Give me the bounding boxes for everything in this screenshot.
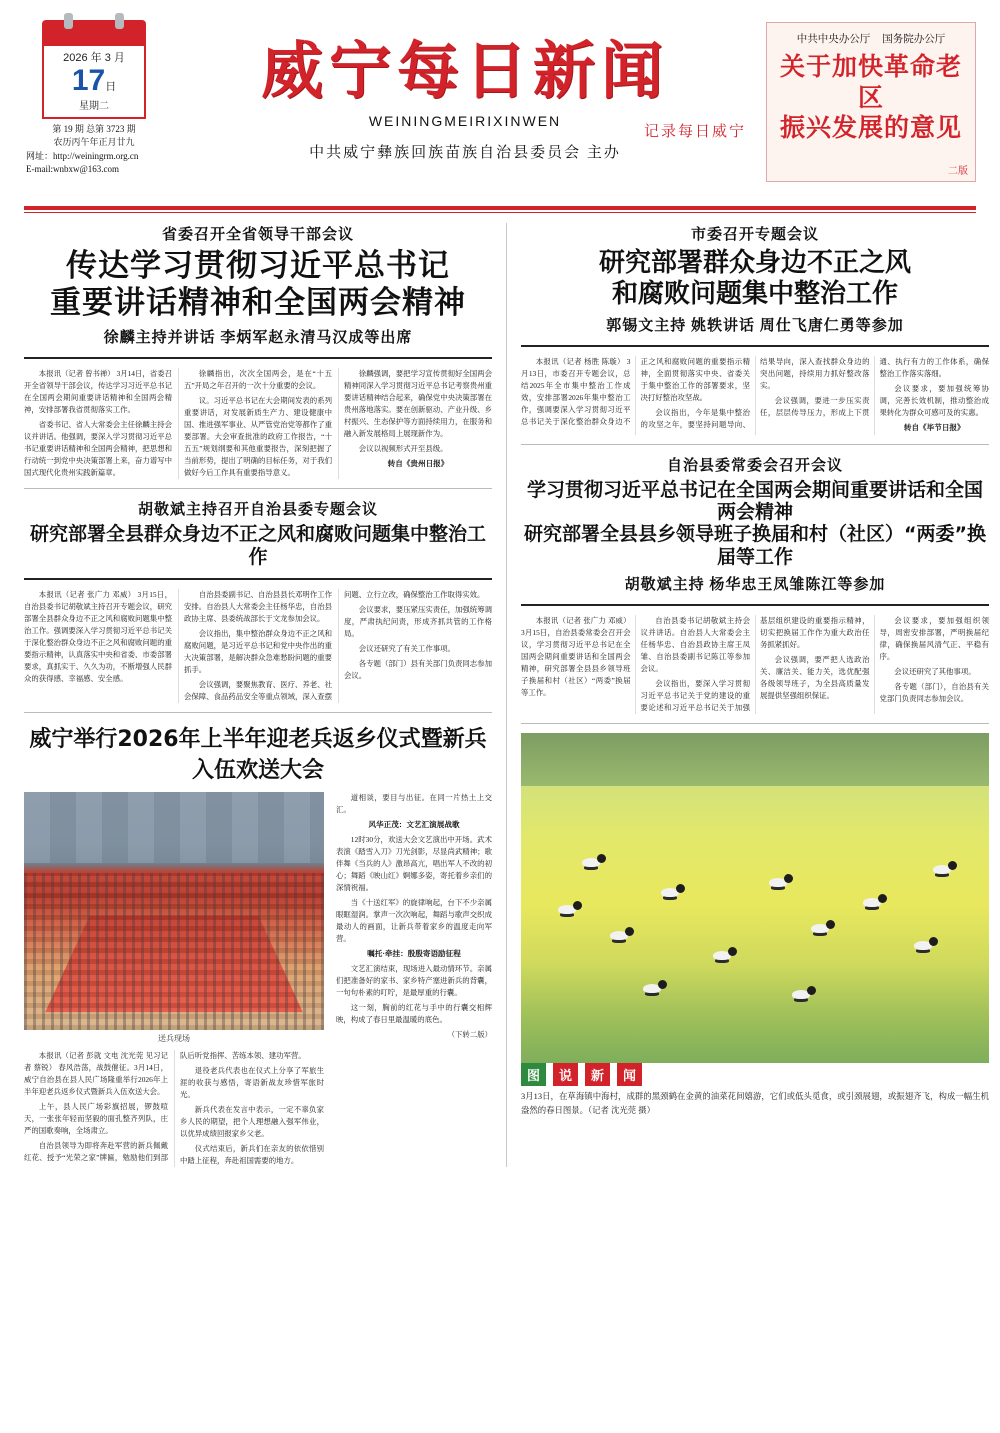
a5-m4: 嘱托·牵挂：殷殷寄语励征程 bbox=[367, 948, 461, 958]
website-url[interactable]: 网址：http://weiningrm.org.cn bbox=[26, 150, 139, 161]
a2-p1: 会议指出，今年是集中整治的攻坚之年，要坚持问题导向、结果导向，深入查找群众身边的突出问题，持续用力抓好整改落实。 bbox=[640, 357, 870, 430]
photo-news-tag bbox=[521, 1063, 989, 1086]
a5-body-right bbox=[336, 792, 492, 1167]
a5-p2: 自治县领导为即将奔赴军营的新兵佩戴红花、授予“光荣之家”牌匾，勉励他们到部队后听党指挥、苦练本领、建功军营。 bbox=[24, 1050, 306, 1162]
a3-p3: 会议强调，要聚焦教育、医疗、养老、社会保障、食品药品安全等重点领域，深入查摆问题、立行立改，确保整治工作取得实效。 bbox=[184, 589, 485, 701]
a1-subhead: 徐麟主持并讲话 李炳军赵永清马汉成等出席 bbox=[103, 330, 413, 347]
content-grid bbox=[24, 223, 989, 1167]
promo-line-1: 关于加快革命老区 bbox=[779, 52, 962, 112]
a1-p2: 徐麟指出，次次全国两会，是在“十五五”开局之年召开的一次十分重要的会议。 bbox=[184, 369, 332, 391]
black-necked-crane-photo bbox=[521, 733, 989, 1063]
a3-body bbox=[24, 589, 492, 703]
a4-p3: 会议强调，要严把人选政治关、廉洁关、能力关，选优配强各级领导班子，为全县高质量发展提供坚强组织保证。 bbox=[760, 655, 870, 701]
a1-source: 转自《贵州日报》 bbox=[387, 459, 449, 469]
a1-p3: 议。习近平总书记在大会期间发表的系列重要讲话，对发展新质生产力、建设健康中国、推进强军事业、从严管党治党等都作了重要部署。大会审查批准的政府工作报告，“十五五”规划纲要和其他重要报告，深刻把握了当前形势，提出了明确的目标任务，对于我们做好今后工作具有重要指导意义。 bbox=[184, 396, 332, 478]
a1-p0: 本报讯（记者 曾书禅） 3月14日，省委召开全省领导干部会议，传达学习习近平总书记在全国两会期间重要讲话精神和全国两会精神，安排部署我省贯彻落实工作。 bbox=[24, 369, 172, 415]
photo-news-tag-char-1: 说 bbox=[553, 1063, 578, 1086]
a1-body bbox=[24, 368, 492, 479]
a5-p3: 退役老兵代表也在仪式上分享了军旅生涯的收获与感悟，寄语新战友珍惜军旅时光。 bbox=[180, 1065, 324, 1099]
calendar-day-unit: 日 bbox=[105, 81, 117, 93]
paper-slogan: 记录每日威宁 bbox=[643, 124, 746, 140]
calendar-day: 17 bbox=[71, 64, 106, 97]
calendar-block bbox=[24, 16, 164, 177]
a3-p1: 自治县委副书记、自治县县长邓明作工作安排。自治县人大常委会主任杨华忠，自治县政协主席、县委统战部长于文龙参加会议。 bbox=[184, 589, 332, 623]
a4-subhead: 胡敬斌主持 杨华忠王凤雏陈江等参加 bbox=[624, 577, 886, 594]
left-column bbox=[24, 223, 492, 1167]
column-divider bbox=[506, 223, 507, 1167]
a5-p4: 新兵代表在发言中表示，一定不辜负家乡人民的期望，把个人理想融入强军伟业，以优异成绩回报家乡父老。 bbox=[180, 1104, 324, 1138]
sendoff-photo-caption: 送兵现场 bbox=[158, 1033, 190, 1043]
a2-kicker: 市委召开专题会议 bbox=[690, 227, 819, 243]
photo-news-tag-char-3: 闻 bbox=[617, 1063, 642, 1086]
promo-line-2: 振兴发展的意见 bbox=[779, 113, 962, 142]
masthead-divider-thin bbox=[24, 212, 976, 213]
a5-m0: 道相谈，要目与出征。在同一片热土上交汇。 bbox=[336, 792, 492, 814]
a4-p1: 自治县委书记胡敬斌主持会议并讲话。自治县人大常委会主任杨华忠、自治县政协主席王凤雏、自治县委副书记陈江等参加会议。 bbox=[640, 616, 750, 674]
sendoff-photo bbox=[24, 792, 324, 1030]
article-province-meeting bbox=[24, 223, 492, 479]
a4-body bbox=[521, 615, 989, 714]
a4-p5: 会议还研究了其他事项。 bbox=[894, 667, 976, 677]
photo-news-tag-char-2: 新 bbox=[585, 1063, 610, 1086]
a4-p6: 各专题（部门），自治县有关党部门负责同志参加会议。 bbox=[879, 682, 989, 704]
a5-m2: 12时30分，欢送大会文艺演出中开场。武术表演《踏雪入刀》刀光剑影，尽显尚武精神；歌伴舞《当兵的人》激昂高亢，唱出军人不改的初心；舞蹈《映山红》婀娜多姿，寄托着乡亲们的深情祝福。 bbox=[336, 835, 492, 892]
a3-p2: 会议指出，集中整治群众身边不正之风和腐败问题，是习近平总书记和党中央作出的重大决策部署，是解决群众急难愁盼问题的重要抓手。 bbox=[184, 628, 332, 674]
paper-pinyin: WEININGMEIRIXINWEN bbox=[368, 113, 562, 130]
a4-p2: 会议指出，要深入学习贯彻习近平总书记关于党的建设的重要论述和习近平总书记关于加强基层组织建设的重要指示精神，切实把换届工作作为重大政治任务抓紧抓好。 bbox=[640, 616, 870, 713]
a2-source: 转自《毕节日报》 bbox=[903, 423, 965, 433]
a3-p6: 各专题（部门）县有关部门负责同志参加会议。 bbox=[344, 658, 492, 680]
a1-headline-line2: 重要讲话精神和全国两会精神 bbox=[50, 284, 466, 321]
a3-kicker: 胡敬斌主持召开自治县委专题会议 bbox=[137, 502, 378, 519]
paper-sponsor: 中共威宁彝族回族苗族自治县委员会 主办 bbox=[309, 145, 621, 162]
a1-p5: 会议以视频形式开至县级。 bbox=[358, 444, 448, 454]
article-standing-committee bbox=[521, 454, 989, 715]
a3-headline: 研究部署全县群众身边不正之风和腐败问题集中整治工作 bbox=[29, 523, 486, 568]
a5-headline: 威宁举行2026年上半年迎老兵返乡仪式暨新兵入伍欢送大会 bbox=[29, 726, 487, 783]
a2-p2: 会议强调，要进一步压实责任，层层传导压力，形成上下贯通、执行有力的工作体系，确保整治工作落实落细。 bbox=[760, 357, 989, 418]
a5-p1: 上午，县人民广场彩旗招展，锣鼓喧天，一张张年轻而坚毅的面孔整齐列队，庄严的国歌奏响，全场肃立。 bbox=[24, 1101, 168, 1135]
calendar-year-month: 2026 年 3 月 bbox=[63, 52, 125, 64]
issue-number: 第 19 期 总第 3723 期 bbox=[52, 123, 136, 134]
photo-news-tag-char-0: 图 bbox=[521, 1063, 546, 1086]
a2-subhead: 郭锡文主持 姚轶讲话 周仕飞唐仁勇等参加 bbox=[606, 318, 904, 335]
a3-p5: 会议还研究了有关工作事项。 bbox=[358, 643, 455, 653]
article-county-meeting bbox=[24, 498, 492, 703]
paper-title: 威宁每日新闻 bbox=[260, 34, 669, 107]
promo-org-right: 国务院办公厅 bbox=[882, 34, 946, 45]
right-column bbox=[521, 223, 989, 1167]
a2-p0: 本报讯（记者 杨胜 陈璇） 3月13日，市委召开专题会议，总结2025年全市集中整治工作成效，安排部署2026年集中整治工作，强调要深入学习贯彻习近平总书记关于深化整治群众身边不正之风和腐败问题的重要指示精神，全面贯彻落实中央、省委关于集中整治工作的部署要求，坚决打好整治攻坚战。 bbox=[521, 357, 750, 427]
calendar-icon bbox=[42, 20, 146, 119]
a1-headline-line1: 传达学习贯彻习近平总书记 bbox=[66, 248, 450, 284]
masthead bbox=[24, 16, 976, 202]
a4-headline-line2: 研究部署全县县乡领导班子换届和村（社区）“两委”换届等工作 bbox=[524, 523, 986, 568]
lunar-date: 农历丙午年正月廿九 bbox=[53, 137, 135, 147]
promo-page-ref: 二版 bbox=[948, 166, 968, 177]
a2-headline-line2: 和腐败问题集中整治工作 bbox=[611, 278, 898, 309]
a5-p5: 仪式结束后，新兵们在亲友的依依惜别中踏上征程，奔赴祖国需要的地方。 bbox=[180, 1143, 324, 1165]
article-soldier-sendoff bbox=[24, 722, 492, 1167]
a5-m3: 当《十送红军》的旋律响起，台下不少亲属眼眶湿润。掌声一次次响起，舞蹈与歌声交织成最动人的画面，让新兵带着家乡的温度走向军营。 bbox=[336, 897, 492, 943]
a5-body-left bbox=[24, 1050, 324, 1167]
email-address[interactable]: E-mail:wnbxw@163.com bbox=[26, 164, 120, 174]
a5-continue[interactable]: （下转二版） bbox=[447, 1030, 492, 1040]
a5-p0: 本报讯（记者 彭就 文电 沈光莞 见习记者 蔡锐） 春风浩荡，战鼓催征。3月14日，威宁自治县在县人民广场隆重举行2026年上半年迎老兵返乡仪式暨新兵入伍欢送大会。 bbox=[24, 1050, 168, 1096]
masthead-divider-thick bbox=[24, 206, 976, 210]
a4-p4: 会议要求，要加强组织领导，周密安排部署，严明换届纪律，确保换届风清气正、平稳有序。 bbox=[879, 616, 989, 662]
promo-org-left: 中共中央办公厅 bbox=[796, 34, 871, 45]
a4-kicker: 自治县委常委会召开会议 bbox=[666, 457, 843, 474]
a2-headline-line1: 研究部署群众身边不正之风 bbox=[598, 248, 911, 278]
photo-news-caption: 3月13日，在草海镇中海村，成群的黑颈鹤在金黄的油菜花间嬉游，它们或低头觅食，或引颈展翅，或振翅齐飞，构成一幅生机盎然的春日图景。（记者 沈光莞 摄） bbox=[521, 1092, 989, 1115]
a5-m1: 风华正茂：文艺汇演展战歌 bbox=[368, 819, 460, 829]
a4-headline-line1: 学习贯彻习近平总书记在全国两会期间重要讲话和全国两会精神 bbox=[526, 478, 983, 523]
a3-p0: 本报讯（记者 张广力 邓威） 3月15日，自治县委书记胡敬斌主持召开专题会议，研究部署全县群众身边不正之风和腐败问题集中整治工作。强调要深入学习贯彻习近平总书记关于深化整治群众身边不正之风和腐败问题的重要指示精神，认真落实中央和省委、市委部署要求，真抓实干、久久为功，不断增强人民群众的获得感、幸福感、安全感。 bbox=[24, 589, 172, 683]
calendar-weekday: 星期二 bbox=[79, 100, 109, 112]
article-city-meeting bbox=[521, 223, 989, 435]
policy-promo-box[interactable] bbox=[766, 22, 976, 182]
a3-p4: 会议要求，要压紧压实责任，加强统筹调度，严肃执纪问责，形成齐抓共管的工作格局。 bbox=[344, 604, 492, 638]
title-block bbox=[174, 16, 756, 162]
a5-m6: 这一刻，胸前的红花与手中的行囊交相辉映，构成了春日里最温暖的底色。 bbox=[336, 1003, 492, 1025]
a2-p3: 会议要求，要加强统筹协调，完善长效机制，推动整治成果转化为群众可感可及的实惠。 bbox=[879, 384, 989, 418]
a1-p4: 徐麟强调，要把学习宣传贯彻好全国两会精神同深入学习贯彻习近平总书记考察贵州重要讲话精神结合起来，确保党中央决策部署在贵州落地落实。要在创新驱动、产业升级、乡村振兴、生态保护等方面持续用力，在服务和融入新发展格局上展现新作为。 bbox=[344, 369, 492, 439]
article-photo-news bbox=[521, 733, 989, 1117]
a4-p0: 本报讯（记者 张广力 邓威） 3月15日，自治县委常委会召开会议，学习贯彻习近平总书记在全国两会期间重要讲话和全国两会精神，研究部署全县县乡领导班子换届和村（社区）“两委”换届等工作。 bbox=[521, 616, 631, 698]
a1-p1: 省委书记、省人大常委会主任徐麟主持会议并讲话。他强调，要深入学习贯彻习近平总书记重要讲话精神和全国两会精神，把思想和行动统一到党中央决策部署上来，奋力谱写中国式现代化贵州实践新篇章。 bbox=[24, 420, 172, 478]
a1-kicker: 省委召开全省领导干部会议 bbox=[161, 227, 354, 243]
a2-body bbox=[521, 356, 989, 434]
a5-m5: 文艺汇演结束，现场进入最动情环节。亲属们把准备好的家书、家乡特产塞进新兵的背囊，一句句朴素的叮咛，是最厚重的行囊。 bbox=[336, 964, 492, 998]
